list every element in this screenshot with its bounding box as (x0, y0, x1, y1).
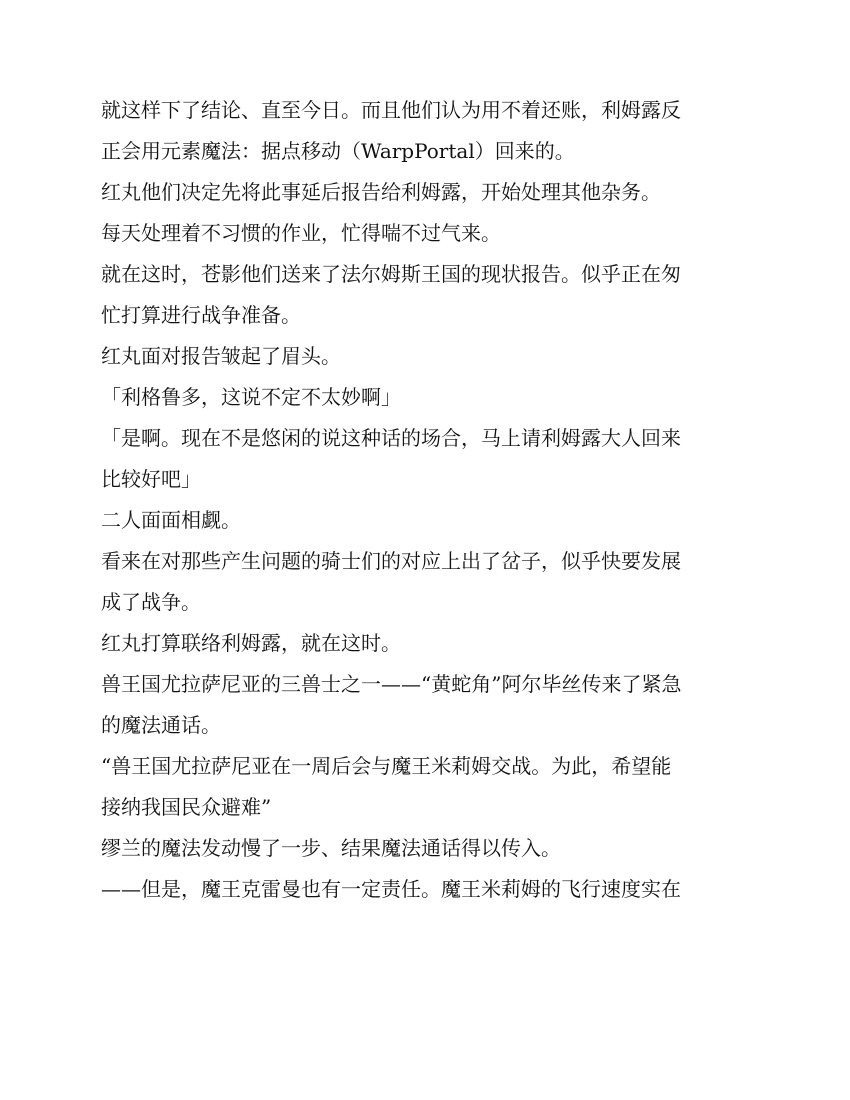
text-line: 正会用元素魔法：据点移动（WarpPortal）回来的。 (101, 139, 575, 163)
text-line: 红丸他们决定先将此事延后报告给利姆露，开始处理其他杂务。 (101, 180, 661, 204)
text-line: 「利格鲁多，这说不定不太妙啊」 (101, 385, 401, 409)
text-line: 兽王国尤拉萨尼亚的三兽士之一——“黄蛇角”阿尔毕丝传来了紧急 (101, 672, 682, 696)
text-line: 忙打算进行战争准备。 (101, 303, 301, 327)
text-line: 接纳我国民众避难” (101, 795, 272, 819)
text-line: 比较好吧」 (101, 467, 201, 491)
text-line: 缪兰的魔法发动慢了一步、结果魔法通话得以传入。 (101, 836, 561, 860)
text-line: “兽王国尤拉萨尼亚在一周后会与魔王米莉姆交战。为此，希望能 (101, 754, 672, 778)
text-line: 每天处理着不习惯的作业，忙得喘不过气来。 (101, 221, 501, 245)
text-line: 二人面面相觑。 (101, 508, 241, 532)
text-line: 就在这时，苍影他们送来了法尔姆斯王国的现状报告。似乎正在匆 (101, 262, 681, 286)
text-line: ——但是，魔王克雷曼也有一定责任。魔王米莉姆的飞行速度实在 (101, 877, 681, 901)
text-line: 就这样下了结论、直至今日。而且他们认为用不着还账，利姆露反 (101, 98, 681, 122)
document-body (101, 90, 741, 910)
text-line: 「是啊。现在不是悠闲的说这种话的场合，马上请利姆露大人回来 (101, 426, 681, 450)
text-line: 成了战争。 (101, 590, 201, 614)
text-line: 红丸打算联络利姆露，就在这时。 (101, 631, 401, 655)
text-line: 的魔法通话。 (101, 713, 221, 737)
text-line: 红丸面对报告皱起了眉头。 (101, 344, 341, 368)
text-line: 看来在对那些产生问题的骑士们的对应上出了岔子，似乎快要发展 (101, 549, 681, 573)
